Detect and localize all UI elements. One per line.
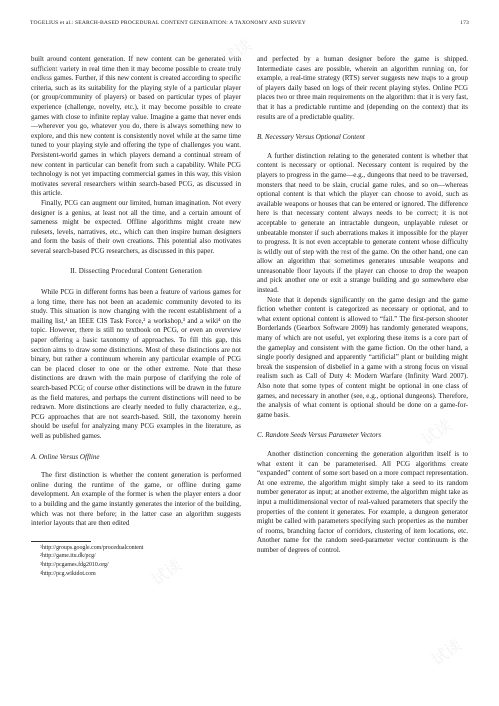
watermark: 试读 [58, 325, 96, 360]
paragraph: A further distinction relating to the generated content is whether that content is necessary or optional. Necessary content is required by the players to progress in the game—e.g., dungeons that need to be traversed, monsters that need to be slain, crucial game rules, and so on—whereas optional content is that which the player can choose to avoid, such as available weapons or houses that can be entered or ignored. The difference here is that necessary content always needs to be correct; it is not acceptable to generate an intractable dungeon, unplayable ruleset or unbeatable monster if such aberrations makes it impossible for the player to progress. It is not even acceptable to generate content whose difficulty is wildly out of step with the rest of the game. On the other hand, one can allow an algorithm that sometimes generates unusable weapons and unreasonable floor layouts if the player can choose to drop the weapon and pick another one or exit a strange building and go somewhere else instead. [257, 151, 468, 295]
watermark: 试读 [428, 635, 466, 670]
watermark: 试读 [148, 555, 186, 590]
footnote: $^4$http://pcg.wikidot.com [40, 569, 96, 577]
footnotes [31, 544, 241, 578]
watermark: 试读 [28, 55, 66, 90]
watermark: 试读 [418, 415, 456, 450]
subsection-heading: B. Necessary Versus Optional Content [257, 133, 365, 142]
watermark: 试读 [218, 35, 256, 70]
page-number: 173 [460, 20, 469, 26]
right-column [257, 55, 468, 556]
watermark: 试读 [418, 55, 456, 90]
running-title: TOGELIUS et al.: SEARCH-BASED PROCEDURAL CONTENT GENERATION: A TAXONOMY AND SURVEY [30, 20, 306, 26]
footnote: $^1$http://groups.google.com/procedualcontent [40, 543, 144, 551]
subsection-heading: C. Random Seeds Versus Parameter Vectors [257, 431, 382, 440]
watermark: 试读 [318, 245, 356, 280]
paragraph: Finally, PCG can augment our limited, human imagination. Not every designer is a genius, at least not all the time, and a certain amount of sameness might be expected. Offline algorithms might create new rulesets, levels, narratives, etc., which can then inspire human designers and form the basis of their own creations. This potential also motivates several search-based PCG researchers, as discussed in this paper. [31, 198, 241, 255]
subsection-heading: A. Online Versus Offline [31, 452, 100, 461]
footnote: $^3$http://pcgames.fdg2010.org/ [40, 560, 109, 568]
paragraph: The first distinction is whether the content generation is performed online during the runtime of the game, or offline during game development. An example of the former is when the player enters a door to a building and the game instantly generates the interior of the building, which was not there before; in the latter case an algorithm suggests interior layouts that are then edited [31, 471, 241, 528]
paragraph: built around content generation. If new content can be generated with sufficient variety in real time then it may become possible to create truly endless games. Further, if this new content is created according to specific criteria, such as its suitability for the playing style of a particular player (or group/community of players) or based on particular types of player experience (challenge, novelty, etc.), it may become possible to create games with close to infinite replay value. Imagine a game that never ends—wherever you go, whatever you do, there is always something new to explore, and this new content is consistently novel while at the same time tuned to your playing style and offering the type of challenges you want. Persistent-world games in which players demand a continual stream of new content in particular can benefit from such a capability. While PCG technology is not yet impacting commercial games in this way, this vision motivates several researchers within search-based PCG, as discussed in this article. [31, 55, 241, 198]
running-header [30, 20, 469, 32]
section-heading: II. Dissecting Procedural Content Generation [70, 267, 202, 276]
footnote: $^2$http://game.itu.dk/pcg/ [40, 552, 96, 560]
paragraph: Note that it depends significantly on the game design and the game fiction whether content is categorized as necessary or optional, and to what extent optional content is allowed to “fail.” The first-person shooter Borderlands (Gearbox Software 2009) has randomly generated weapons, many of which are not useful, yet exploring these items is a core part of the gameplay and consistent with the game fiction. On the other hand, a single poorly designed and apparently “artificial” plant or building might break the suspension of disbelief in a game with a strong focus on visual realism such as Call of Duty 4: Modern Warfare (Infinity Ward 2007). Also note that some types of content might be optional in one class of games, and necessary in another (see, e.g., optional dungeons). Therefore, the analysis of what content is optional should be done on a game-for-game basis. [257, 295, 468, 419]
paragraph: While PCG in different forms has been a feature of various games for a long time, there has not been an academic community devoted to its study. This situation is now changing with the recent establishment of a mailing list,¹ an IEEE CIS Task Force,² a workshop,³ and a wiki⁴ on the topic. However, there is still no textbook on PCG, or even an overview paper offering a basic taxonomy of approaches. To fill this gap, this section aims to draw some distinctions. Most of these distinctions are not binary, but rather a continuum wherein any particular example of PCG can be placed closer to one or the other extreme. Note that these distinctions are drawn with the main purpose of clarifying the role of search-based PCG; of course other distinctions will be drawn in the future as the field matures, and perhaps the current distinctions will need to be redrawn. More distinctions are clearly needed to fully characterize, e.g., PCG approaches that are not search-based. Still, the taxonomy herein should be useful for analyzing many PCG examples in the literature, as well as published games. [31, 288, 241, 440]
paragraph: and perfected by a human designer before the game is shipped. Intermediate cases are possible, wherein an algorithm running on, for example, a real-time strategy (RTS) server suggests new maps to a group of players daily based on logs of their recent playing styles. Online PCG places two or three main requirements on the algorithm: that it is very fast, that it has a predictable runtime and (depending on the context) that its results are of a predictable quality. [257, 55, 468, 121]
left-column [31, 55, 241, 578]
paragraph: Another distinction concerning the generation algorithm itself is to what extent it can be parameterised. All PCG algorithms create “expanded” content of some sort based on a more compact representation. At one extreme, the algorithm might simply take a seed to its random number generator as input; at another extreme, the algorithm might take as input a multidimensional vector of real-valued parameters that specify the properties of the content it generates. For example, a dungeon generator might be called with parameters specifying such properties as the number of rooms, branching factor of corridors, clustering of item locations, etc. Another name for the random seed-parameter vector continuum is the number of degrees of control. [257, 449, 468, 554]
